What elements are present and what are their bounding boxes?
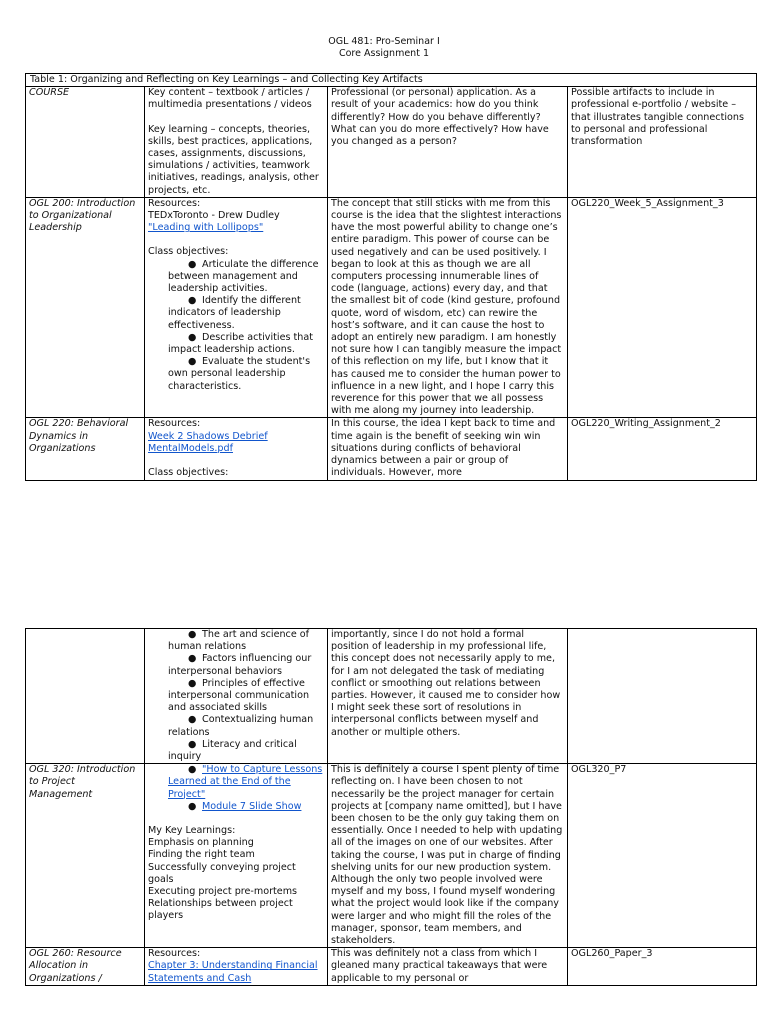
header-row xyxy=(26,87,757,198)
objective-item: ● Identify the different indicators of leadership effectiveness. xyxy=(168,295,301,331)
content-ogl320 xyxy=(145,764,328,948)
course-ogl220-continued xyxy=(26,629,145,764)
document-header xyxy=(0,36,768,60)
link-item xyxy=(148,801,324,813)
header-artifacts: Possible artifacts to include in professional e-portfolio / website – that illustrates tangible connections to personal and professional transformation xyxy=(568,87,757,198)
table-row-ogl220 xyxy=(26,418,757,480)
objective-item: ● Contextualizing human relations xyxy=(168,714,314,738)
header-key-learning-text: Key learning – concepts, theories, skills, best practices, applications, cases, assignments, discussions, simulations / activities, teamwork initiatives, readings, analysis, other projects, etc. xyxy=(148,123,319,196)
objective-item: ● Factors influencing our interpersonal behaviors xyxy=(168,653,312,677)
learning-item: Emphasis on planning xyxy=(148,837,254,849)
header-key-content-text: Key content – textbook / articles / multimedia presentations / videos xyxy=(148,87,312,111)
objective-item: ● Articulate the difference between management and leadership activities. xyxy=(168,258,319,295)
table-row-ogl260 xyxy=(26,948,757,986)
reflection-ogl200: The concept that still sticks with me from this course is the idea that the slightest interactions have the most powerful ability to change one’s entire paradigm. This power of course can be used negatively and can be used positively. I began to look at this as though we are all computers processing innumerable lines of code (language, actions) every day, and that the smallest bit of code (kind gesture, profound quote, word of wisdom, etc) can rewire the host’s software, and it can cause the host to adopt an entirely new paradigm. I am honestly not sure how I can tangibly measure the impact of this reflection on my life, but I know that it has caused me to consider the human power to influence in a new light, and I hope I carry this reverence for this power that we all possess with me along my journey into leadership. xyxy=(328,197,568,418)
objective-item: ● The art and science of human relations xyxy=(168,629,310,653)
resources-label: Resources: xyxy=(148,197,201,209)
learning-item: Finding the right team xyxy=(148,849,255,861)
course-ogl260: OGL 260: Resource Allocation in Organizations / xyxy=(26,948,145,986)
table-caption: Table 1: Organizing and Reflecting on Key Learnings – and Collecting Key Artifacts xyxy=(26,74,757,87)
artifact-ogl260: OGL260_Paper_3 xyxy=(568,948,757,986)
resources-label: Resources: xyxy=(148,418,201,430)
objective-item: ● Principles of effective interpersonal communication and associated skills xyxy=(168,677,310,714)
link-module-7-slide-show[interactable]: Module 7 Slide Show xyxy=(202,800,302,812)
objective-item: ● Evaluate the student's own personal leadership characteristics. xyxy=(168,356,311,392)
bullet-icon: ● xyxy=(188,653,197,665)
content-ogl220-continued xyxy=(145,629,328,764)
bullet-icon: ● xyxy=(188,356,197,368)
course-ogl320: OGL 320: Introduction to Project Management xyxy=(26,764,145,948)
header-course: COURSE xyxy=(26,87,145,198)
table-row-ogl320 xyxy=(26,764,757,948)
learnings-label: My Key Learnings: xyxy=(148,825,236,837)
content-ogl200 xyxy=(145,197,328,418)
reflection-ogl220-part1: In this course, the idea I kept back to time and time again is the benefit of seeking win win situations during conflicts of behavioral dynamics between a pair or group of individuals. However, more xyxy=(328,418,568,480)
resources-label: Resources: xyxy=(148,948,201,960)
artifact-ogl200: OGL220_Week_5_Assignment_3 xyxy=(568,197,757,418)
learning-item: Executing project pre-mortems xyxy=(148,886,298,898)
artifact-ogl220: OGL220_Writing_Assignment_2 xyxy=(568,418,757,480)
artifact-ogl320: OGL320_P7 xyxy=(568,764,757,948)
learning-item: Successfully conveying project goals xyxy=(148,861,296,885)
bullet-icon: ● xyxy=(188,800,197,812)
content-ogl260 xyxy=(145,948,328,986)
bullet-icon: ● xyxy=(188,629,197,640)
objectives-label: Class objectives: xyxy=(148,246,229,258)
resource-link-financial-statements[interactable]: Chapter 3: Understanding Financial Statements and Cash xyxy=(148,960,318,984)
course-ogl220: OGL 220: Behavioral Dynamics in Organizations xyxy=(26,418,145,480)
bullet-icon: ● xyxy=(188,295,197,307)
reflection-table-page-1 xyxy=(25,73,757,481)
objectives-label: Class objectives: xyxy=(148,467,229,479)
reflection-table-page-2 xyxy=(25,628,757,986)
objective-item: ● Literacy and critical inquiry xyxy=(168,738,297,763)
resource-text: TEDxToronto - Drew Dudley xyxy=(148,210,280,222)
bullet-icon: ● xyxy=(188,258,197,270)
learning-item: Relationships between project players xyxy=(148,898,293,922)
assignment-title: Core Assignment 1 xyxy=(338,48,429,59)
reflection-ogl260: This was definitely not a class from which I gleaned many practical takeaways that were applicable to my personal or xyxy=(328,948,568,986)
link-lessons-learned[interactable]: "How to Capture Lessons Learned at the End of the Project" xyxy=(168,764,323,800)
bullet-icon: ● xyxy=(188,331,197,343)
bullet-icon: ● xyxy=(188,714,197,726)
content-ogl220 xyxy=(145,418,328,480)
course-ogl200: OGL 200: Introduction to Organizational Leadership xyxy=(26,197,145,418)
bullet-icon: ● xyxy=(188,738,197,750)
table-row-ogl220-continued xyxy=(26,629,757,764)
header-key-content xyxy=(145,87,328,198)
bullet-icon: ● xyxy=(188,764,197,776)
bullet-icon: ● xyxy=(188,677,197,689)
reflection-ogl220-part2: importantly, since I do not hold a formal position of leadership in my professional life, this concept does not necessarily apply to me, for I am not delegated the task of mediating conflict or smoothing out relations between parties. However, it caused me to consider how I might seek these sort of resolutions in interpersonal conflicts between myself and another or multiple others. xyxy=(328,629,568,764)
header-application: Professional (or personal) application. As a result of your academics: how do you think differently? How do you behave differently? What can you do more effectively? How have you changed as a person? xyxy=(328,87,568,198)
objective-item: ● Describe activities that impact leadership actions. xyxy=(168,331,313,356)
artifact-ogl220-continued xyxy=(568,629,757,764)
course-title: OGL 481: Pro-Seminar I xyxy=(328,36,440,47)
resource-link-lollipops[interactable]: "Leading with Lollipops" xyxy=(148,222,264,234)
link-item xyxy=(148,764,324,801)
resource-link-shadows-debrief[interactable]: Week 2 Shadows Debrief MentalModels.pdf xyxy=(148,430,268,454)
table-row-ogl200 xyxy=(26,197,757,418)
reflection-ogl320: This is definitely a course I spent plenty of time reflecting on. I have been chosen to not necessarily be the project manager for certain projects at [company name omitted], but I have been chosen to be the only guy taking them on essentially. Once I needed to help with updating all of the images on one of our websites. After taking the course, I was put in charge of finding shelving units for our new production system. Although the only two people involved were myself and my boss, I found myself wondering what the project would look like if the company were larger and who might fill the roles of the manager, sponsor, team members, and stakeholders. xyxy=(328,764,568,948)
